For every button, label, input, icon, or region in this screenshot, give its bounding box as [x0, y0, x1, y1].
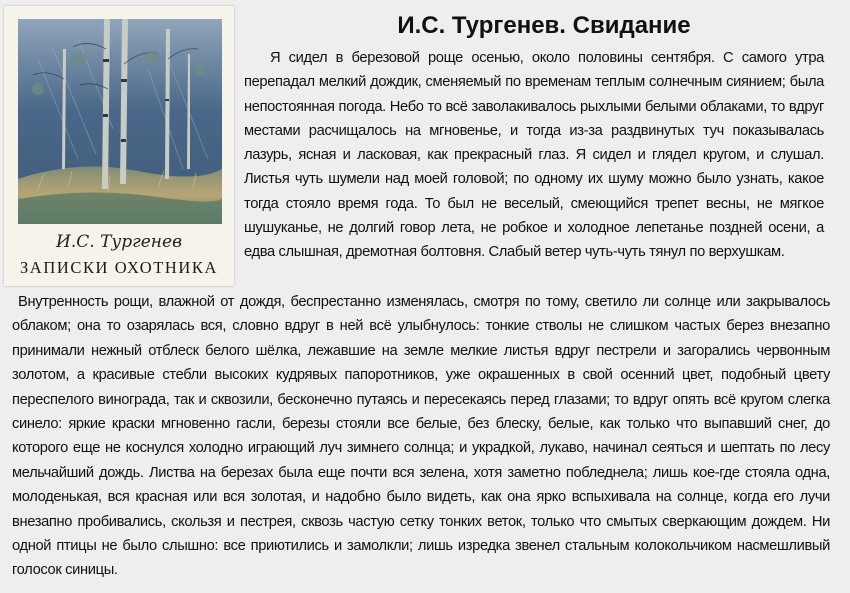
cover-illustration: [18, 19, 222, 224]
paragraph-2: Внутренность рощи, влажной от дождя, беспрестанно изменялась, смотря по тому, светило ли солнце или закрывалось облаком; она то озарялась вся, словно вдруг в ней всё улыбнулось: тонкие стволы не слишком частых берез внезапно принимали нежный отблеск белого шёлка, лежавшие на земле мелкие листья вдруг пестрели и загорались червонным золотом, а красивые стебли высоких кудрявых папоротников, уже окрашенных в свой осенний цвет, подобный цвету переспелого винограда, так и сквозили, бесконечно путаясь и пересекаясь перед глазами; то вдруг опять всё кругом слегка синело: яркие краски мгновенно гасли, березы стояли все белые, без блеску, белые, как только что выпавший снег, до которого еще не коснулся холодно играющий луч зимнего солнца; и украдкой, лукаво, начинал сеяться и шептать по лесу мельчайший дождь. Листва на березах была еще почти вся зелена, хотя заметно побледнела; лишь кое-где стояла одна, молоденькая, вся красная или вся золотая, и надобно было видеть, как она ярко вспыхивала на солнце, когда его лучи внезапно пробивались, скользя и пестрея, сквозь частую сетку тонких веток, только что смытых сверкающим дождем. Ни одной птицы не было слышно: все приютились и замолкли; лишь изредка звенел стальным колокольчиком насмешливый голосок синицы.: [12, 294, 830, 579]
cover-author: И.С. Тургенев: [56, 232, 182, 252]
paragraph-1: Я сидел в березовой роще осенью, около половины сентября. С самого утра перепадал мелкий дождик, сменяемый по временам теплым солнечным сиянием; была непостоянная погода. Небо то всё заволакивалось рыхлыми белыми облаками, то вдруг местами расчищалось на мгновенье, и тогда из-за раздвинутых туч показывалась лазурь, ясная и ласковая, как прекрасный глаз. Я сидел и глядел кругом, и слушал. Листья чуть шумели над моей головой; по одному их шуму можно было узнать, какое тогда стояло время года. То был не веселый, смеющийся трепет весны, не мягкое шушуканье, не долгий говор лета, не робкое и холодное лепетанье поздней осени, а едва слышная, дремотная болтовня. Слабый ветер чуть-чуть тянул по верхушкам.: [244, 50, 824, 261]
book-cover: [4, 6, 234, 286]
page-title: И.С. Тургенев. Свидание: [397, 12, 691, 39]
birch-grove-painting: [18, 19, 222, 224]
cover-title: ЗАПИСКИ ОХОТНИКА: [19, 258, 219, 277]
